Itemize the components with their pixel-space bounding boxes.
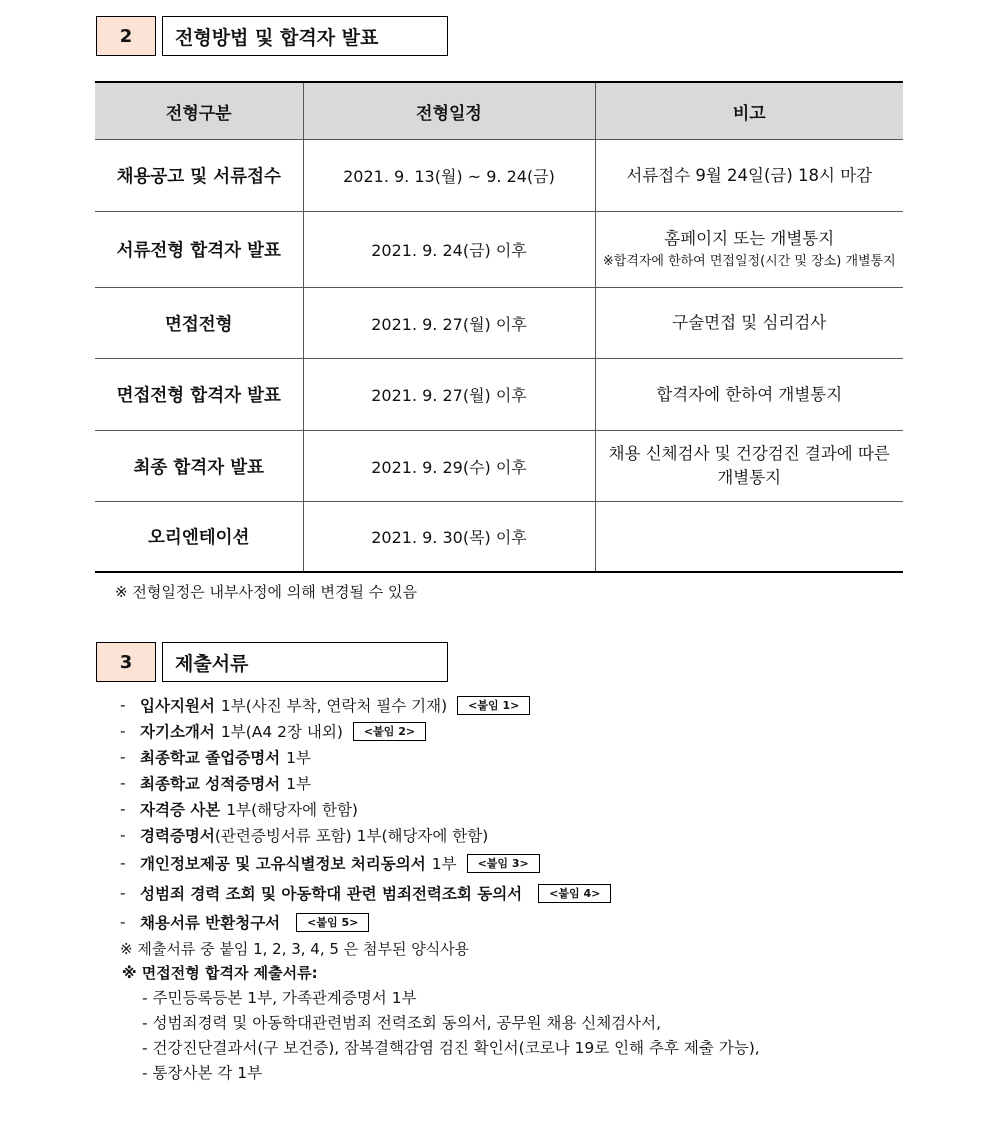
list-item: [120, 908, 920, 936]
note-cell: 구술면접 및 심리검사: [595, 288, 903, 359]
document-name: 채용서류 반환청구서: [140, 914, 281, 932]
list-bullet: -: [120, 826, 126, 844]
column-header: 전형일정: [303, 82, 595, 140]
document-name: 성범죄 경력 조회 및 아동학대 관련 범죄전력조회 동의서: [140, 885, 523, 903]
schedule-cell: 2021. 9. 24(금) 이후: [303, 212, 595, 288]
interview-doc-item: - 성범죄경력 및 아동학대관련범죄 전력조회 동의서, 공무원 채용 신체검사서,: [142, 1013, 662, 1032]
schedule-footnote: ※ 전형일정은 내부사정에 의해 변경될 수 있음: [115, 583, 417, 601]
list-item: [120, 744, 920, 770]
column-header: 전형구분: [95, 82, 303, 140]
attachment-tag: <붙임 3>: [467, 854, 540, 873]
document-detail: 1부(A4 2장 내외): [220, 723, 343, 741]
list-bullet: -: [120, 696, 126, 714]
list-item: [120, 770, 920, 796]
list-bullet: -: [120, 884, 126, 902]
attachment-tag: <붙임 2>: [353, 722, 426, 741]
attachment-tag: <붙임 5>: [296, 913, 369, 932]
schedule-cell: 2021. 9. 27(월) 이후: [303, 359, 595, 431]
document-detail: 1부(해당자에 한함): [226, 801, 358, 819]
note-cell: 채용 신체검사 및 건강검진 결과에 따른 개별통지: [595, 431, 903, 502]
interview-doc-item: - 주민등록등본 1부, 가족관계증명서 1부: [142, 988, 417, 1007]
note-cell: [595, 212, 903, 288]
category-cell: 채용공고 및 서류접수: [95, 140, 303, 212]
document-name: 입사지원서: [140, 697, 215, 715]
section-number: 2: [96, 16, 156, 56]
list-bullet: -: [120, 774, 126, 792]
schedule-cell: 2021. 9. 27(월) 이후: [303, 288, 595, 359]
document-name: 자기소개서: [140, 723, 215, 741]
document-name: 최종학교 성적증명서: [140, 775, 281, 793]
interview-docs-title: ※ 면접전형 합격자 제출서류:: [122, 963, 318, 982]
document-detail: 1부: [286, 775, 311, 793]
list-bullet: -: [120, 913, 126, 931]
table-row: [95, 502, 903, 572]
document-detail: 1부: [286, 749, 311, 767]
list-bullet: -: [120, 800, 126, 818]
document-detail: (관련증빙서류 포함) 1부(해당자에 한함): [214, 827, 489, 845]
list-item: [120, 692, 920, 718]
section-title: 제출서류: [162, 642, 448, 682]
attachment-tag: <붙임 1>: [457, 696, 530, 715]
schedule-cell: 2021. 9. 30(목) 이후: [303, 502, 595, 572]
section-number: 3: [96, 642, 156, 682]
document-name: 경력증명서: [140, 827, 215, 845]
table-row: [95, 140, 903, 212]
table-row: [95, 359, 903, 431]
schedule-cell: 2021. 9. 13(월) ~ 9. 24(금): [303, 140, 595, 212]
category-cell: 면접전형: [95, 288, 303, 359]
schedule-cell: 2021. 9. 29(수) 이후: [303, 431, 595, 502]
section-2-header: [96, 16, 448, 56]
section-title: 전형방법 및 합격자 발표: [162, 16, 448, 56]
list-item: [120, 878, 920, 908]
interview-doc-item: - 통장사본 각 1부: [142, 1063, 263, 1082]
list-item: [120, 848, 920, 878]
list-bullet: -: [120, 722, 126, 740]
section-3-header: [96, 642, 448, 682]
note-cell: [595, 502, 903, 572]
interview-doc-item: - 건강진단결과서(구 보건증), 잠복결핵감염 검진 확인서(코로나 19로 인해 추후 제출 가능),: [142, 1038, 760, 1057]
list-item: [120, 718, 920, 744]
table-row: [95, 431, 903, 502]
note-sub: ※합격자에 한하여 면접일정(시간 및 장소) 개별통지: [602, 253, 896, 269]
category-cell: 오리엔테이션: [95, 502, 303, 572]
category-cell: 면접전형 합격자 발표: [95, 359, 303, 431]
category-cell: 최종 합격자 발표: [95, 431, 303, 502]
documents-note: ※ 제출서류 중 붙임 1, 2, 3, 4, 5 은 첨부된 양식사용: [120, 939, 470, 958]
document-detail: 1부(사진 부착, 연락처 필수 기재): [220, 697, 448, 715]
attachment-tag: <붙임 4>: [538, 884, 611, 903]
note-cell: 합격자에 한하여 개별통지: [595, 359, 903, 431]
document-detail: 1부: [431, 855, 457, 873]
note-main: 홈페이지 또는 개별통지: [664, 228, 835, 248]
list-bullet: -: [120, 854, 126, 872]
schedule-table: [95, 81, 903, 573]
list-item: [120, 796, 920, 822]
table-header-row: [95, 82, 903, 140]
table-row: [95, 288, 903, 359]
list-bullet: -: [120, 748, 126, 766]
category-cell: 서류전형 합격자 발표: [95, 212, 303, 288]
note-cell: 서류접수 9월 24일(금) 18시 마감: [595, 140, 903, 212]
document-name: 최종학교 졸업증명서: [140, 749, 281, 767]
documents-list: [120, 692, 920, 1084]
table-row: [95, 212, 903, 288]
document-name: 개인정보제공 및 고유식별정보 처리동의서: [140, 855, 426, 873]
document-name: 자격증 사본: [140, 801, 221, 819]
list-item: [120, 822, 920, 848]
column-header: 비고: [595, 82, 903, 140]
